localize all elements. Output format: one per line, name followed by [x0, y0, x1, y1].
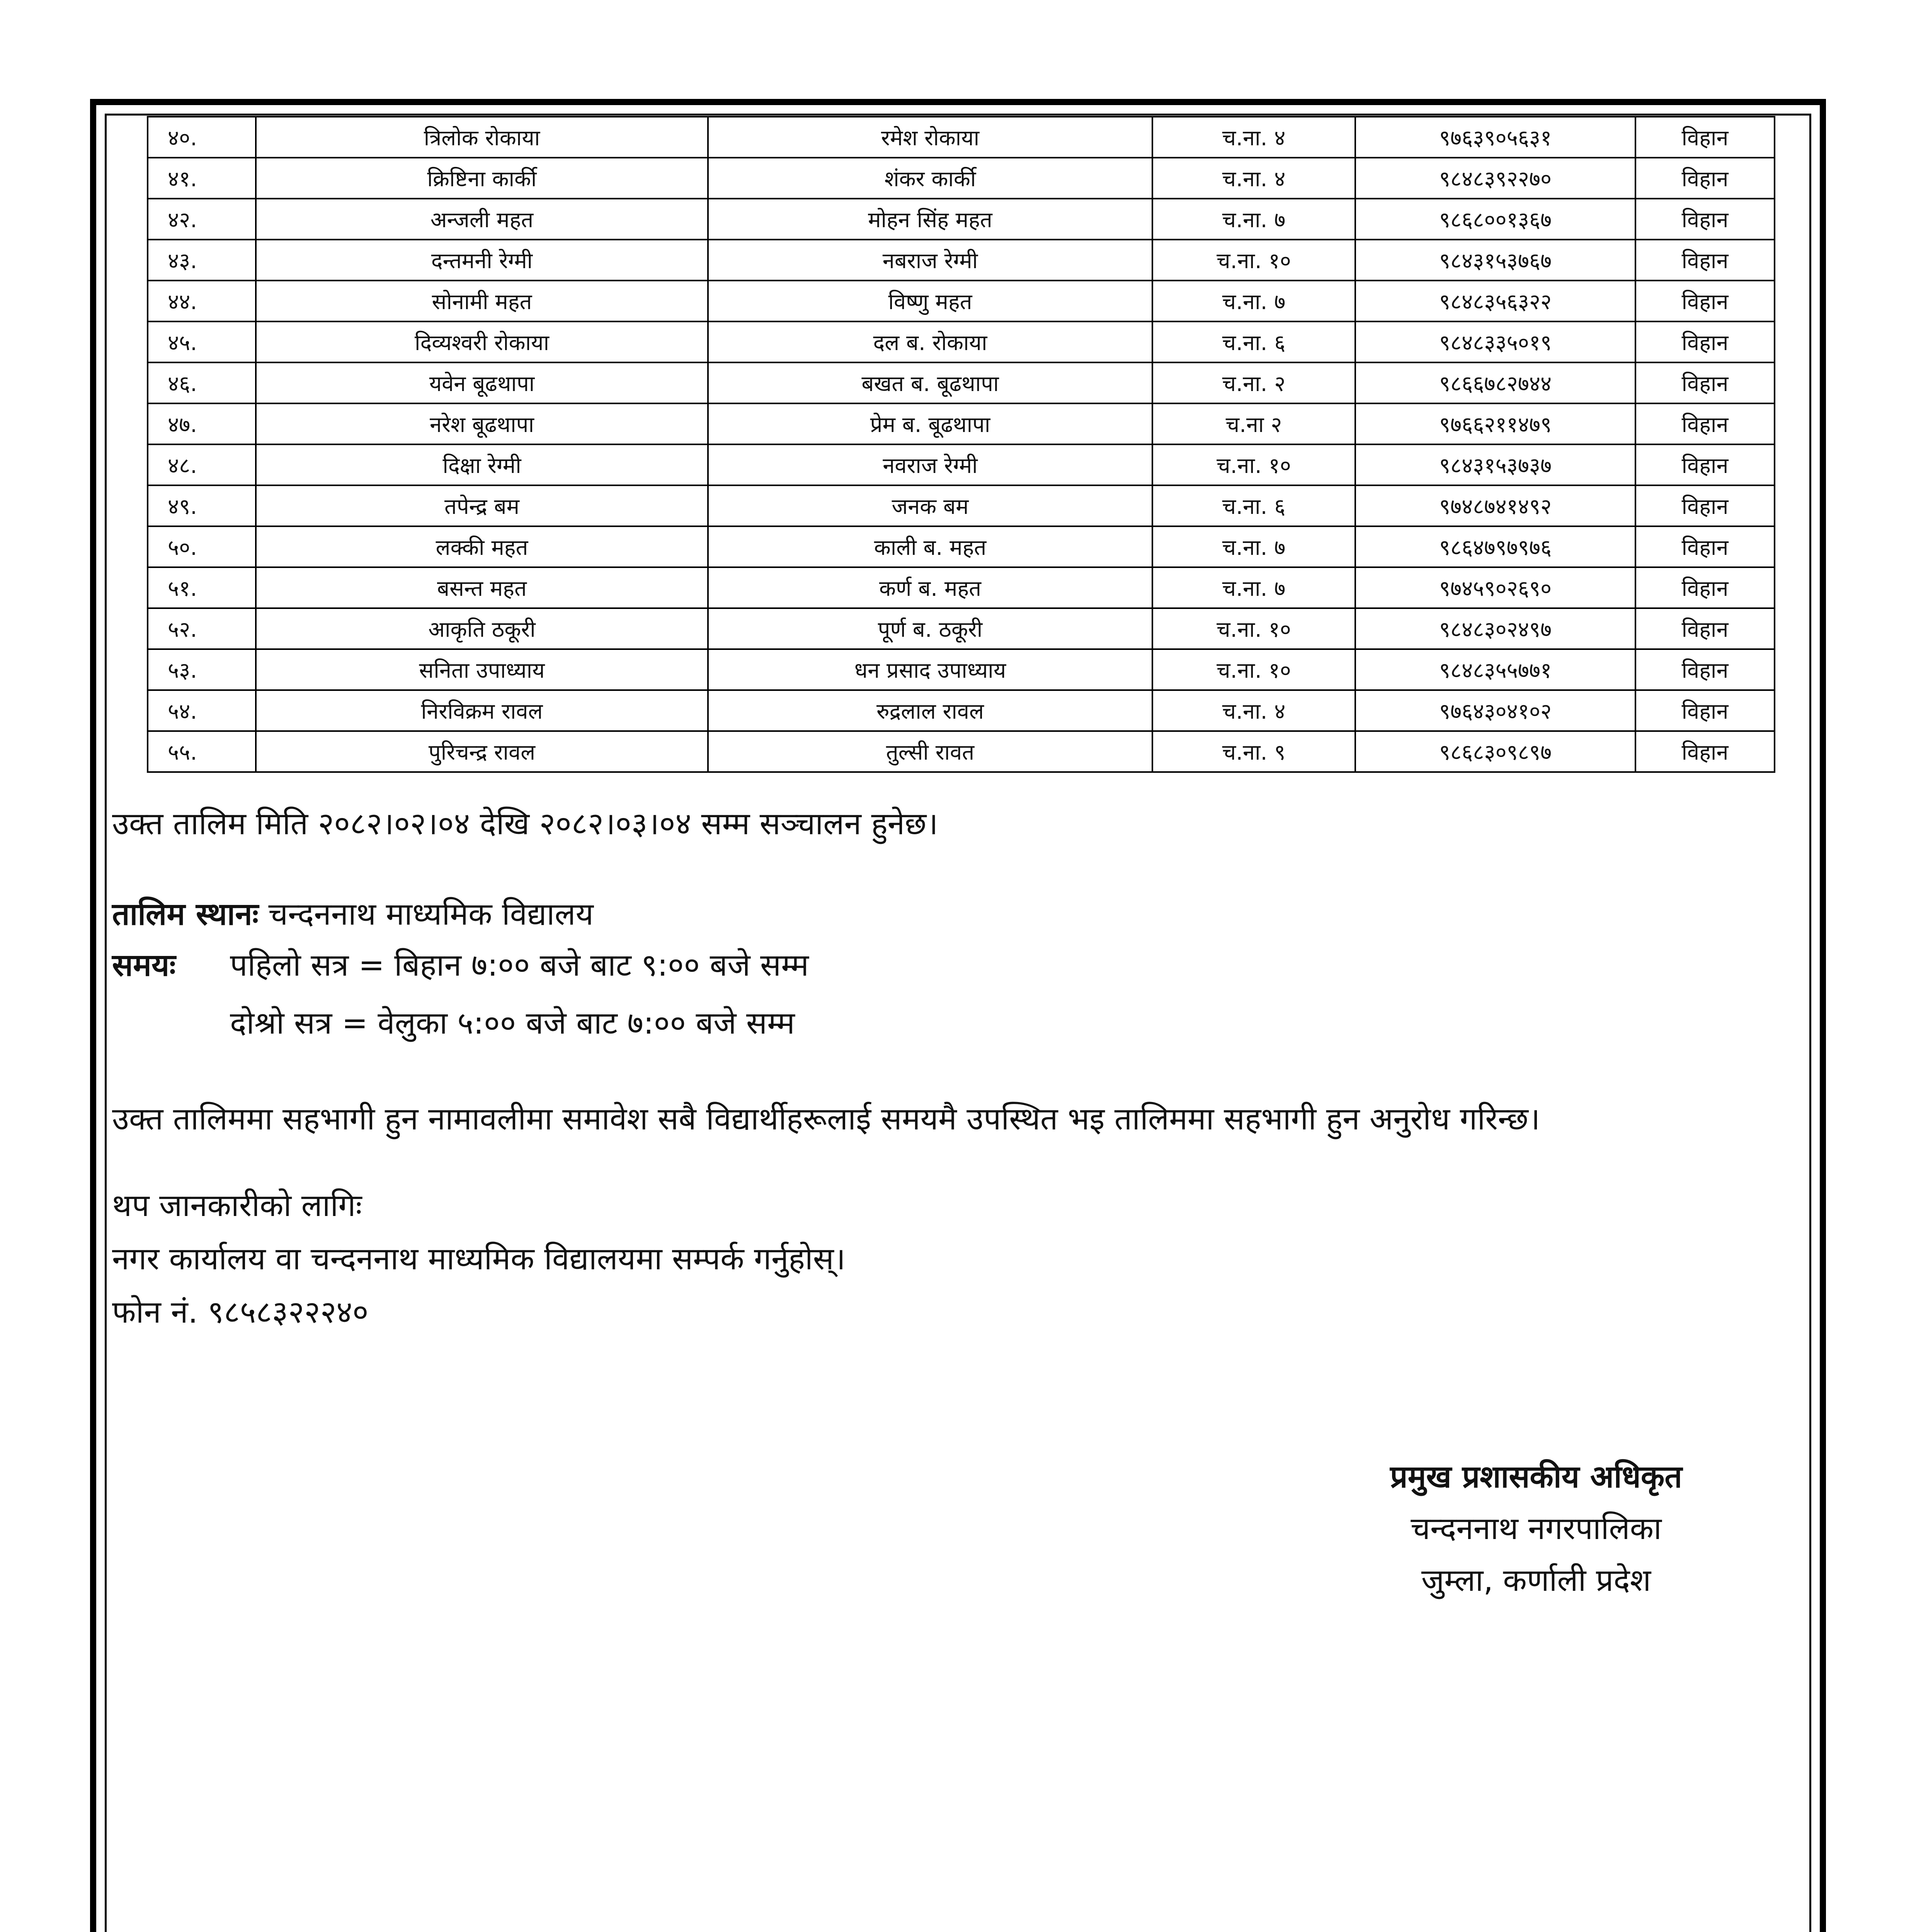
- guardian-name-cell: विष्णु महत: [708, 281, 1152, 321]
- participant-name-cell: दन्तमनी रेग्मी: [256, 240, 708, 281]
- serial-number-cell: ५५.: [148, 731, 256, 772]
- guardian-name-cell: पूर्ण ब. ठकूरी: [708, 608, 1152, 649]
- signatory-title: प्रमुख प्रशासकीय अधिकृत: [1390, 1459, 1682, 1495]
- shift-cell: विहान: [1635, 731, 1775, 772]
- serial-number-cell: ४५.: [148, 321, 256, 362]
- table-row: [148, 731, 1775, 772]
- participant-name-cell: लक्की महत: [256, 526, 708, 567]
- phone-number-cell: ९८४८३५६३२२: [1355, 281, 1635, 321]
- table-row: [148, 321, 1775, 362]
- participant-table-body: [148, 117, 1775, 772]
- guardian-name-cell: बखत ब. बूढथापा: [708, 362, 1152, 403]
- guardian-name-cell: जनक बम: [708, 485, 1152, 526]
- venue-label: तालिम स्थानः: [112, 896, 259, 932]
- table-row: [148, 690, 1775, 731]
- address-cell: च.ना. ६: [1152, 485, 1355, 526]
- participant-name-cell: तपेन्द्र बम: [256, 485, 708, 526]
- phone-number-cell: ९८४३१५३७६७: [1355, 240, 1635, 281]
- participant-name-cell: दिक्षा रेग्मी: [256, 444, 708, 485]
- phone-number-cell: ९८४८३३५०१९: [1355, 321, 1635, 362]
- participant-name-cell: सोनामी महत: [256, 281, 708, 321]
- participant-name-cell: क्रिष्टिना कार्की: [256, 158, 708, 199]
- address-cell: च.ना. १०: [1152, 240, 1355, 281]
- table-row: [148, 403, 1775, 444]
- serial-number-cell: ४८.: [148, 444, 256, 485]
- phone-number-cell: ९७४५९०२६९०: [1355, 567, 1635, 608]
- signatory-office: चन्दननाथ नगरपालिका: [1411, 1510, 1662, 1546]
- address-cell: च.ना. ४: [1152, 690, 1355, 731]
- participant-name-cell: निरविक्रम रावल: [256, 690, 708, 731]
- guardian-name-cell: काली ब. महत: [708, 526, 1152, 567]
- contact-line: नगर कार्यालय वा चन्दननाथ माध्यमिक विद्यालयमा सम्पर्क गर्नुहोस्।: [112, 1241, 846, 1277]
- guardian-name-cell: नवराज रेग्मी: [708, 444, 1152, 485]
- address-cell: च.ना २: [1152, 403, 1355, 444]
- serial-number-cell: ४७.: [148, 403, 256, 444]
- participant-name-cell: सनिता उपाध्याय: [256, 649, 708, 690]
- serial-number-cell: ५३.: [148, 649, 256, 690]
- serial-number-cell: ५१.: [148, 567, 256, 608]
- shift-cell: विहान: [1635, 567, 1775, 608]
- info-heading: थप जानकारीको लागिः: [112, 1187, 362, 1223]
- address-cell: च.ना. ७: [1152, 526, 1355, 567]
- address-cell: च.ना. ४: [1152, 117, 1355, 158]
- phone-number-cell: ९८४३१५३७३७: [1355, 444, 1635, 485]
- serial-number-cell: ४६.: [148, 362, 256, 403]
- shift-cell: विहान: [1635, 321, 1775, 362]
- shift-cell: विहान: [1635, 281, 1775, 321]
- address-cell: च.ना. ७: [1152, 199, 1355, 240]
- request-line: उक्त तालिममा सहभागी हुन नामावलीमा समावेश सबै विद्यार्थीहरूलाई समयमै उपस्थित भइ तालिममा सहभागी हुन अनुरोध गरिन्छ।: [112, 1101, 1540, 1137]
- signatory-location: जुम्ला, कर्णाली प्रदेश: [1421, 1562, 1651, 1598]
- address-cell: च.ना. १०: [1152, 608, 1355, 649]
- address-cell: च.ना. ६: [1152, 321, 1355, 362]
- second-session-line: दोश्रो सत्र = वेलुका ५:०० बजे बाट ७:०० बजे सम्म: [230, 1005, 795, 1041]
- venue-line: [112, 892, 594, 934]
- address-cell: च.ना. १०: [1152, 649, 1355, 690]
- shift-cell: विहान: [1635, 240, 1775, 281]
- address-cell: च.ना. ७: [1152, 281, 1355, 321]
- shift-cell: विहान: [1635, 608, 1775, 649]
- serial-number-cell: ४२.: [148, 199, 256, 240]
- phone-number-cell: ९८६६७८२७४४: [1355, 362, 1635, 403]
- address-cell: च.ना. १०: [1152, 444, 1355, 485]
- participant-name-cell: आकृति ठकूरी: [256, 608, 708, 649]
- table-row: [148, 444, 1775, 485]
- address-cell: च.ना. ४: [1152, 158, 1355, 199]
- table-row: [148, 649, 1775, 690]
- phone-number-cell: ९८६४७९७९७६: [1355, 526, 1635, 567]
- table-row: [148, 608, 1775, 649]
- guardian-name-cell: तुल्सी रावत: [708, 731, 1152, 772]
- guardian-name-cell: प्रेम ब. बूढथापा: [708, 403, 1152, 444]
- participant-name-cell: बसन्त महत: [256, 567, 708, 608]
- table-row: [148, 526, 1775, 567]
- phone-number-cell: ९७४८७४१४९२: [1355, 485, 1635, 526]
- participant-name-cell: अन्जली महत: [256, 199, 708, 240]
- guardian-name-cell: नबराज रेग्मी: [708, 240, 1152, 281]
- participant-name-cell: त्रिलोक रोकाया: [256, 117, 708, 158]
- serial-number-cell: ४०.: [148, 117, 256, 158]
- shift-cell: विहान: [1635, 117, 1775, 158]
- serial-number-cell: ५०.: [148, 526, 256, 567]
- table-row: [148, 567, 1775, 608]
- phone-number-cell: ९८४८३५५७७१: [1355, 649, 1635, 690]
- training-dates-line: उक्त तालिम मिति २०८२।०२।०४ देखि २०८२।०३।०४ सम्म सञ्चालन हुनेछ।: [112, 806, 938, 842]
- shift-cell: विहान: [1635, 690, 1775, 731]
- table-row: [148, 485, 1775, 526]
- guardian-name-cell: दल ब. रोकाया: [708, 321, 1152, 362]
- guardian-name-cell: कर्ण ब. महत: [708, 567, 1152, 608]
- shift-cell: विहान: [1635, 362, 1775, 403]
- guardian-name-cell: मोहन सिंह महत: [708, 199, 1152, 240]
- phone-number-cell: ९७६६२११४७९: [1355, 403, 1635, 444]
- serial-number-cell: ४४.: [148, 281, 256, 321]
- shift-cell: विहान: [1635, 526, 1775, 567]
- phone-line: फोन नं. ९८५८३२२२४०: [112, 1294, 369, 1330]
- phone-number-cell: ९७६३९०५६३१: [1355, 117, 1635, 158]
- shift-cell: विहान: [1635, 649, 1775, 690]
- address-cell: च.ना. २: [1152, 362, 1355, 403]
- participant-name-cell: नरेश बूढथापा: [256, 403, 708, 444]
- serial-number-cell: ५४.: [148, 690, 256, 731]
- guardian-name-cell: रुद्रलाल रावल: [708, 690, 1152, 731]
- table-row: [148, 362, 1775, 403]
- shift-cell: विहान: [1635, 158, 1775, 199]
- table-row: [148, 281, 1775, 321]
- phone-number-cell: ९८४८३९२२७०: [1355, 158, 1635, 199]
- first-session-line: पहिलो सत्र = बिहान ७:०० बजे बाट ९:०० बजे सम्म: [230, 947, 809, 983]
- serial-number-cell: ५२.: [148, 608, 256, 649]
- venue-value: चन्दननाथ माध्यमिक विद्यालय: [268, 896, 594, 932]
- address-cell: च.ना. ९: [1152, 731, 1355, 772]
- guardian-name-cell: रमेश रोकाया: [708, 117, 1152, 158]
- address-cell: च.ना. ७: [1152, 567, 1355, 608]
- phone-number-cell: ९७६४३०४१०२: [1355, 690, 1635, 731]
- guardian-name-cell: शंकर कार्की: [708, 158, 1152, 199]
- participant-name-cell: यवेन बूढथापा: [256, 362, 708, 403]
- guardian-name-cell: धन प्रसाद उपाध्याय: [708, 649, 1152, 690]
- time-label: समयः: [112, 947, 176, 983]
- serial-number-cell: ४९.: [148, 485, 256, 526]
- participant-name-cell: दिव्यश्वरी रोकाया: [256, 321, 708, 362]
- shift-cell: विहान: [1635, 199, 1775, 240]
- table-row: [148, 240, 1775, 281]
- participant-name-cell: पुरिचन्द्र रावल: [256, 731, 708, 772]
- shift-cell: विहान: [1635, 403, 1775, 444]
- phone-number-cell: ९८६८३०९८९७: [1355, 731, 1635, 772]
- table-row: [148, 158, 1775, 199]
- shift-cell: विहान: [1635, 485, 1775, 526]
- phone-number-cell: ९८४८३०२४९७: [1355, 608, 1635, 649]
- table-row: [148, 199, 1775, 240]
- shift-cell: विहान: [1635, 444, 1775, 485]
- table-row: [148, 117, 1775, 158]
- serial-number-cell: ४३.: [148, 240, 256, 281]
- serial-number-cell: ४१.: [148, 158, 256, 199]
- participant-table: [147, 116, 1775, 773]
- phone-number-cell: ९८६८००१३६७: [1355, 199, 1635, 240]
